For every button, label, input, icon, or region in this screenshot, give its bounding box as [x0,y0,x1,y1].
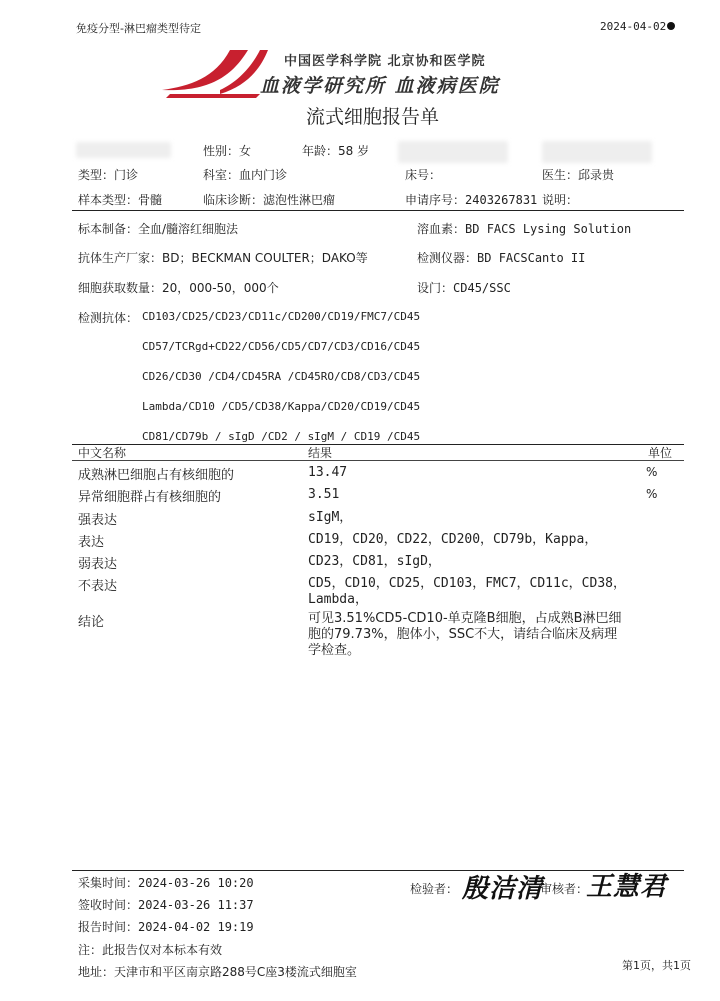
divider-top [72,210,684,211]
sample-type-value: 骨髓 [138,193,163,207]
antibodies-label: 检测抗体： [78,311,139,325]
row-result-mature-lymph: 13.47 [308,465,348,480]
dept-field [203,166,287,183]
redacted-name [76,142,171,158]
sample-type-label: 样本类型： [78,193,139,207]
antibody-panel-3: CD26/CD30 /CD4/CD45RA /CD45RO/CD8/CD3/CD45 [142,370,421,383]
collect-value: 2024-03-26 10:20 [138,876,254,890]
age-field [302,142,369,159]
lab-address: 地址：天津市和平区南京路288号C座3楼流式细胞室 [78,965,357,979]
divider-table-header [72,460,684,461]
bed-field [405,166,441,183]
lysing-field [417,220,631,237]
cell-count-field [78,279,279,296]
report-title: 流式细胞报告单 [306,106,440,128]
reviewer-signature: 王慧君 [586,872,668,902]
header-name: 中文名称 [78,446,127,460]
request-label: 申请序号： [405,193,466,207]
prep-label: 标本制备： [78,222,139,236]
category-field [78,166,138,183]
validity-note: 注：此报告仅对本标本有效 [78,943,223,957]
antibody-panel-5: CD81/CD79b / sIgD /CD2 / sIgM / CD19 /CD45 [142,430,421,443]
note-field [542,191,578,208]
page-number: 第1页，共1页 [622,959,691,972]
bed-label: 床号： [405,168,442,182]
diagnosis-label: 临床诊断： [203,193,264,207]
row-name-expressed: 表达 [78,535,105,550]
diagnosis-value: 滤泡性淋巴瘤 [263,193,336,207]
row-result-expressed: CD19，CD20，CD22，CD200，CD79b，Kappa， [308,532,598,547]
logo-text-line2: 血液学研究所 血液病医院 [260,75,500,97]
prep-field [78,220,238,237]
receive-value: 2024-03-26 11:37 [138,898,254,912]
report-time-field [78,918,254,935]
doctor-label: 医生： [542,168,579,182]
row-result-weak: CD23，CD81，sIgD， [308,554,441,569]
receive-time-field [78,896,254,913]
collect-time-field [78,874,254,891]
request-field [405,191,537,208]
reviewer-label: 审核者： [540,882,589,896]
antibody-panel-4: Lambda/CD10 /CD5/CD38/Kappa/CD20/CD19/CD45 [142,400,421,413]
collect-label: 采集时间： [78,876,139,890]
doctor-value: 邱录贵 [578,168,615,182]
dept-value: 血内门诊 [239,168,288,182]
gate-value: CD45/SSC [453,281,511,295]
redacted-number [542,141,652,163]
header-unit: 单位 [648,446,673,460]
vendor-field [78,249,368,266]
gender-value: 女 [239,144,252,158]
cell-count-value: 20，000-50，000个 [162,281,279,295]
hospital-logo [160,38,520,100]
bullet-dot-icon [667,22,675,30]
gate-field [417,279,511,296]
divider-table-top [72,444,684,445]
cell-count-label: 细胞获取数量： [78,281,163,295]
row-name-abnormal: 异常细胞群占有核细胞的 [78,490,222,505]
report-label: 报告时间： [78,920,139,934]
row-name-strong: 强表达 [78,513,118,528]
row-unit-mature-lymph: % [646,465,658,479]
row-result-abnormal: 3.51 [308,487,340,502]
gender-field [203,142,251,159]
vendor-value: BD；BECKMAN COULTER；DAKO等 [162,251,368,265]
age-value: 58 岁 [338,144,370,158]
dept-label: 科室： [203,168,240,182]
request-value: 2403267831 [465,193,538,207]
row-name-weak: 弱表达 [78,557,118,572]
note-label: 说明： [542,193,579,207]
age-label: 年龄： [302,144,339,158]
report-value: 2024-04-02 19:19 [138,920,254,934]
lysing-label: 溶血素： [417,222,466,236]
lysing-value: BD FACS Lysing Solution [465,222,632,236]
row-name-mature-lymph: 成熟淋巴细胞占有核细胞的 [78,468,235,483]
row-result-conclusion: 可见3.51%CD5-CD10-单克隆B细胞，占成熟B淋巴细胞的79.73%，胞体小，SSC不大，请结合临床及病理学检查。 [308,611,622,658]
vendor-label: 抗体生产厂家： [78,251,163,265]
row-result-strong: sIgM， [308,510,353,525]
antibody-panel-2: CD57/TCRgd+CD22/CD56/CD5/CD7/CD3/CD16/CD45 [142,340,421,353]
redacted-id [398,141,508,163]
sample-type-field [78,191,162,208]
doctor-field [542,166,614,183]
examiner-signature: 殷洁清 [462,874,544,904]
instrument-value: BD FACSCanto II [477,251,586,265]
gate-label: 设门： [417,281,454,295]
receive-label: 签收时间： [78,898,139,912]
logo-swoosh-icon [160,38,270,100]
row-result-negative: CD5，CD10，CD25，CD103，FMC7，CD11c，CD38，Lambda， [308,576,626,607]
row-name-negative: 不表达 [78,579,118,594]
report-type-line: 免疫分型-淋巴瘤类型待定 [76,22,201,35]
logo-text-line1: 中国医学科学院 北京协和医学院 [284,54,486,69]
instrument-field [417,249,585,266]
examiner-label: 检验者： [410,882,459,896]
gender-label: 性别： [203,144,240,158]
category-value: 门诊 [114,168,139,182]
row-name-conclusion: 结论 [78,615,105,630]
instrument-label: 检测仪器： [417,251,478,265]
antibody-panel-1: CD103/CD25/CD23/CD11c/CD200/CD19/FMC7/CD45 [142,310,421,323]
prep-value: 全血/髓溶红细胞法 [138,222,239,236]
row-unit-abnormal: % [646,487,658,501]
diagnosis-field [203,191,335,208]
header-result: 结果 [308,446,333,460]
category-label: 类型： [78,168,115,182]
report-date: 2024-04-02 [600,20,667,33]
